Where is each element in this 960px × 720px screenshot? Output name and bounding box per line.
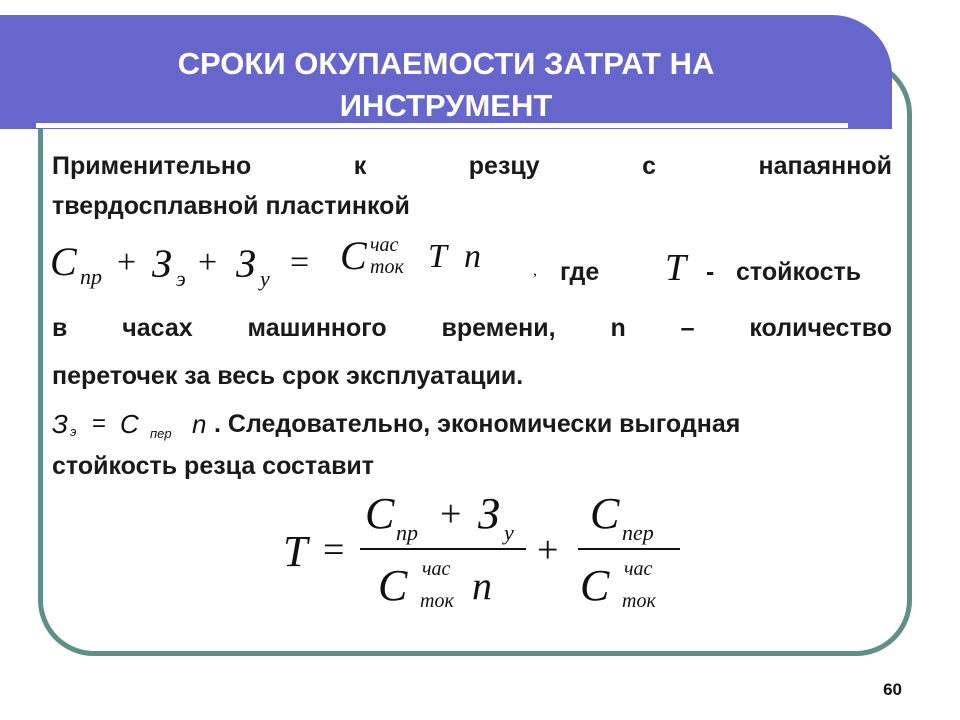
formula2-den1-sub-tok: ток (420, 590, 454, 612)
formula2-num1-Z: З (478, 489, 500, 538)
page-number: 60 (883, 680, 902, 699)
formula1-sub-y: у (260, 266, 270, 291)
formula2-num1-sub-y: у (504, 520, 514, 545)
body-line-6: . Следовательно, экономически выгодная (214, 410, 741, 438)
formula1-sub-pr: пр (80, 264, 102, 289)
title-banner (0, 15, 892, 129)
body-line-5: переточек за весь срок эксплуатации. (52, 362, 524, 390)
formula1-plus-2: + (198, 244, 218, 281)
word-gde: где (560, 258, 600, 286)
formula2-den1-C: C (378, 561, 408, 610)
formula2-den2-sub-tok: ток (622, 590, 656, 612)
formula1-sup-chas: час (370, 234, 399, 256)
title-line-1: СРОКИ ОКУПАЕМОСТИ ЗАТРАТ НА (177, 46, 715, 81)
formula1-T: T (428, 238, 447, 275)
formula1-sub-tok: ток (370, 256, 404, 278)
formula1-plus-1: + (117, 244, 137, 281)
body-line-7: стойкость резца составит (52, 452, 375, 480)
inline-n: n (192, 409, 207, 439)
inline-sub-per: пер (150, 426, 172, 441)
formula1-sub-e: э (176, 266, 186, 291)
formula1-equals: = (290, 244, 310, 281)
dash: - (706, 258, 715, 286)
formula1-Z-1: З (152, 241, 172, 286)
formula1-Z-2: З (236, 241, 256, 286)
title-line-2: ИНСТРУМЕНТ (339, 88, 553, 123)
formula2-num1-plus: + (440, 493, 462, 535)
formula1-n: n (464, 238, 481, 275)
formula1-comma: , (533, 262, 537, 279)
formula2-num2-sub-per: пер (622, 520, 654, 545)
formula2-T: T (283, 527, 308, 576)
formula2-num1-C: C (365, 489, 395, 538)
inline-Z: З (52, 409, 68, 439)
body-line-1: Применительно к резцу с напаянной (52, 152, 892, 180)
body-line-2: твердосплавной пластинкой (52, 192, 410, 220)
formula2-den2-C: C (580, 561, 610, 610)
formula2-num1-sub-pr: пр (396, 520, 418, 545)
formula2-fraction-bar-1 (360, 548, 526, 550)
formula2-den2-sup-chas: час (624, 558, 653, 580)
symbol-T: T (665, 247, 687, 289)
slide-title (0, 43, 892, 127)
body-line-4: в часах машинного времени, n – количество (52, 314, 892, 342)
formula2-plus: + (537, 529, 559, 571)
formula2-equals: = (323, 529, 345, 571)
formula1-C-right: C (340, 233, 367, 278)
inline-C: С (120, 409, 139, 439)
formula2-num2-C: C (590, 489, 620, 538)
title-underline (36, 123, 848, 128)
word-stoikost: стойкость (736, 258, 862, 286)
formula2-den1-n: n (472, 563, 492, 608)
inline-sub-e: э (70, 424, 77, 439)
formula2-den1-sup-chas: час (422, 558, 451, 580)
formula1-C: C (50, 239, 77, 284)
formula2-fraction-bar-2 (578, 548, 680, 550)
inline-equals: = (92, 410, 107, 437)
